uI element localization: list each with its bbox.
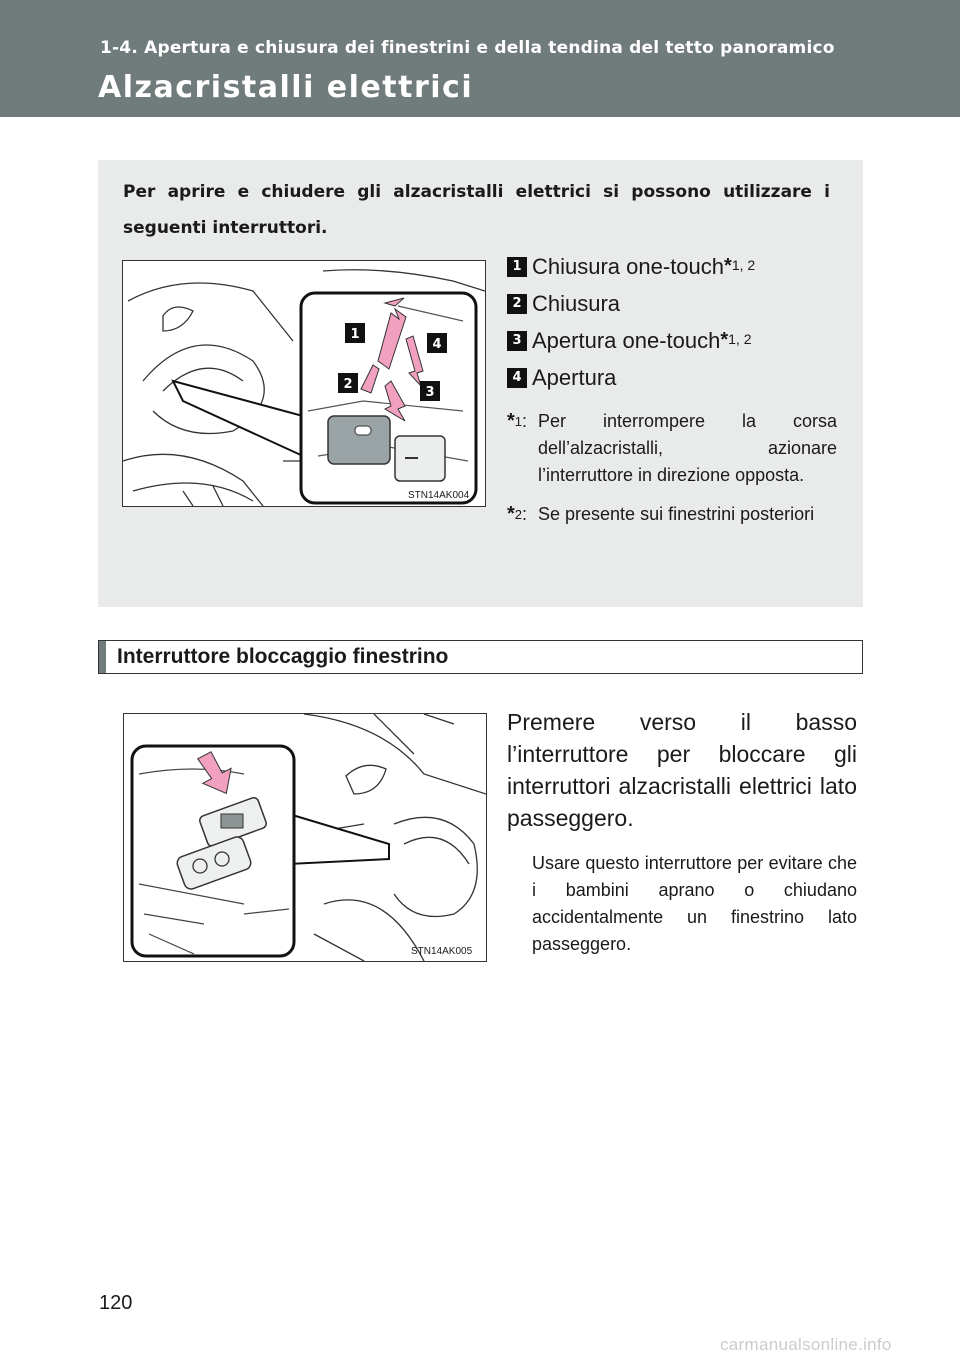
figure-code: STN14AK004	[408, 490, 470, 501]
page-title: Alzacristalli elettrici	[98, 70, 474, 105]
section-title: 1-4. Apertura e chiusura dei finestrini e della tendina del tetto panoramico	[100, 38, 835, 58]
number-badge: 4	[507, 368, 527, 388]
watermark: carmanualsonline.info	[720, 1335, 892, 1354]
asterisk-icon: *	[507, 503, 515, 525]
heading-marker	[99, 641, 106, 673]
asterisk-icon: *	[724, 255, 732, 277]
legend-label: Chiusura	[532, 290, 621, 316]
intro-text: Per aprire e chiudere gli alzacristalli elettrici si possono utilizzare i seguenti interruttori.	[123, 182, 830, 238]
marker-4: 4	[432, 337, 442, 352]
switch-diagram	[123, 261, 485, 506]
switch-legend	[507, 248, 837, 528]
page-number: 120	[99, 1292, 133, 1314]
intro-box	[98, 160, 863, 607]
subsection-heading: Interruttore bloccaggio finestrino	[117, 645, 449, 668]
footnote-ref: 1, 2	[728, 330, 752, 347]
legend-item-3	[507, 322, 837, 359]
legend-item-4	[507, 359, 837, 396]
window-switch-illustration	[122, 260, 486, 507]
figure-code: STN14AK005	[411, 946, 473, 957]
legend-label: Apertura one-touch	[532, 327, 721, 353]
legend-item-2	[507, 285, 837, 322]
number-badge: 3	[507, 331, 527, 351]
number-badge: 2	[507, 294, 527, 314]
legend-label: Chiusura one-touch	[532, 253, 725, 279]
footnote-number: 1	[514, 414, 523, 429]
lock-note: Usare questo interruttore per evitare che i bambini aprano o chiudano accidentalmente un finestrino lato passeggero.	[532, 853, 857, 954]
footnote-1: *$^1$: Per interrompere la corsa dell’alzacristalli, azionare l’interruttore in direzione opposta.	[507, 408, 837, 489]
subsection-heading-bar	[98, 640, 863, 674]
lock-diagram	[124, 714, 486, 961]
marker-2: 2	[343, 377, 353, 392]
footnote-ref: 1, 2	[731, 256, 756, 273]
footnote-text: Per interrompere la corsa dell’alzacristalli, azionare l’interruttore in direzione opposta.	[538, 411, 837, 485]
lock-instruction: Premere verso il basso l’interruttore per bloccare gli interruttori alzacristalli elettrici lato passeggero.	[507, 709, 857, 831]
footnote-2: *$^2$: Se presente sui finestrini posteriori	[507, 501, 837, 528]
asterisk-icon: *	[720, 329, 729, 351]
footnote-text: Se presente sui finestrini posteriori	[538, 504, 815, 524]
number-badge: 1	[507, 257, 527, 277]
marker-3: 3	[425, 385, 435, 400]
page-header	[0, 0, 960, 117]
legend-item-1	[507, 248, 837, 285]
lock-switch-illustration	[123, 713, 487, 962]
footnote-number: 2	[514, 507, 523, 522]
legend-label: Apertura	[532, 364, 617, 390]
marker-1: 1	[350, 327, 360, 342]
asterisk-icon: *	[507, 410, 515, 432]
